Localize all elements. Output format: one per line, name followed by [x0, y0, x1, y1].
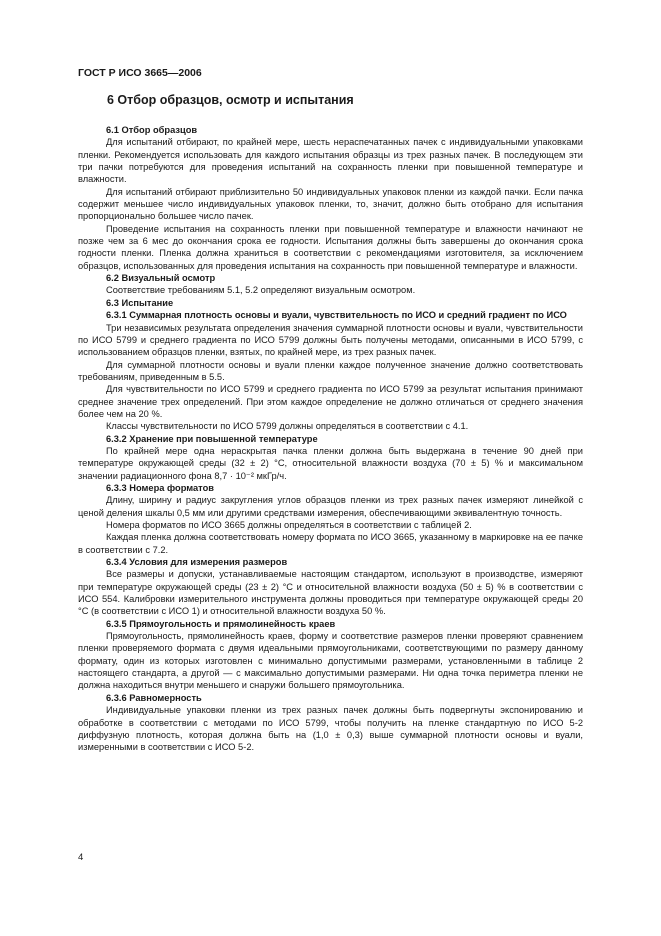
paragraph: Длину, ширину и радиус закругления углов образцов пленки из трех разных пачек измеряют линейкой с ценой деления шкалы 0,5 мм или другими средствами измерения, обеспечивающими эквивалентную точность.: [78, 495, 583, 518]
paragraph: Проведение испытания на сохранность пленки при повышенной температуре и влажности начинают не позже чем за 6 мес до окончания срока ее годности. Испытания должны быть завершены до окончания срока годности пленки. Пленка должна храниться в соответствии с рекомендациями изготовителя, за исключением образцов, использованных для проведения испытания на сохранность при повышенной температуре и влажности.: [78, 223, 583, 271]
paragraph: По крайней мере одна нераскрытая пачка пленки должна быть выдержана в течение 90 дней при температуре окружающей среды (32 ± 2) °С, относительной влажности воздуха (70 ± 5) % и максимальном значении радиационного фона 8,7 · 10⁻² мкГр/ч.: [78, 445, 583, 481]
section-heading: 6.3.2 Хранение при повышенной температуре: [106, 433, 318, 444]
paragraph: Классы чувствительности по ИСО 5799 должны определяться в соответствии с 4.1.: [106, 421, 469, 432]
paragraph: Каждая пленка должна соответствовать номеру формата по ИСО 3665, указанному в маркировке на ее пачке в соответствии с 7.2.: [78, 532, 583, 555]
page-number: 4: [78, 852, 84, 863]
paragraph: Индивидуальные упаковки пленки из трех разных пачек должны быть подвергнуты экспонированию и обработке в соответствии с методами по ИСО 5799, чтобы получить на пленке стандартную по ИСО 5-2 диффузную плотность, которая должна быть на (1,0 ± 0,3) выше суммарной плотности основы и вуали, измеренными в соответствии с ИСО 5-2.: [78, 705, 583, 753]
section-heading: 6.1 Отбор образцов: [106, 125, 198, 135]
paragraph: Для испытаний отбирают приблизительно 50 индивидуальных упаковок пленки из каждой пачки. Если пачка содержит меньшее число индивидуальных упаковок пленки, то, значит, должно быть отобрано для испытания пропорционально большее число пачек.: [78, 186, 583, 222]
paragraph: Соответствие требованиям 5.1, 5.2 определяют визуальным осмотром.: [106, 285, 416, 296]
paragraph: Номера форматов по ИСО 3665 должны определяться в соответствии с таблицей 2.: [106, 520, 472, 530]
section-title: 6 Отбор образцов, осмотр и испытания: [107, 93, 354, 107]
paragraph: Прямоугольность, прямолинейность краев, форму и соответствие размеров пленки проверяют сравнением пленки проверяемого формата с двумя идеальными прямоугольниками, соответствующими по размеру данному формату, один из которых изготовлен с минимально допустимыми размерами, установленными в таблице 2 настоящего стандарта, а другой — с максимально допустимыми размерами. Ни одна точка периметра пленки не должна находиться внутри меньшего и снаружи большего прямоугольника.: [78, 631, 583, 691]
section-heading: 6.3.4 Условия для измерения размеров: [106, 557, 288, 568]
section-heading: 6.3.3 Номера форматов: [106, 482, 215, 493]
paragraph: Три независимых результата определения значения суммарной плотности основы и вуали, чувствительности по ИСО 5799 и среднего градиента по ИСО 5799 должны быть получены методами, описанными в ИСО 5799, с использованием образцов пленки, взятых, по крайней мере, из трех разных пачек.: [78, 322, 583, 358]
paragraph: Все размеры и допуски, устанавливаемые настоящим стандартом, используют в производстве, измеряют при температуре окружающей среды (23 ± 2) °С и относительной влажности воздуха (50 ± 5) % в соответствии с ИСО 554. Калибровки измерительного инструмента должны проводиться при температуре окружающей среды 20 °С (в соответствии с ИСО 1) и относительной влажности воздуха 50 %.: [78, 569, 583, 617]
paragraph: Для суммарной плотности основы и вуали пленки каждое полученное значение должно соответствовать требованиям, приведенным в 5.5.: [78, 359, 583, 382]
section-heading: 6.3.5 Прямоугольность и прямолинейность краев: [106, 618, 336, 629]
paragraph: Для испытаний отбирают, по крайней мере, шесть нераспечатанных пачек с индивидуальными упаковками пленки. Рекомендуется использовать для каждого испытания образцы из трех разных пачек. В последующем эти три пачки потребуются для проведения испытаний на сохранность пленки при повышенной температуре и влажности.: [78, 137, 583, 185]
section-heading: 6.3.1 Суммарная плотность основы и вуали, чувствительность по ИСО и средний градиент по ИСО: [106, 310, 567, 321]
document-body: [78, 124, 583, 754]
standard-designation: ГОСТ Р ИСО 3665—2006: [78, 67, 202, 79]
paragraph: Для чувствительности по ИСО 5799 и среднего градиента по ИСО 5799 за результат испытания принимают среднее значение трех определений. При этом каждое определение не должно отличаться от среднего значения более чем на 20 %.: [78, 384, 583, 419]
section-heading: 6.3.6 Равномерность: [106, 692, 202, 703]
section-heading: 6.3 Испытание: [106, 297, 174, 308]
section-heading: 6.2 Визуальный осмотр: [106, 273, 216, 284]
